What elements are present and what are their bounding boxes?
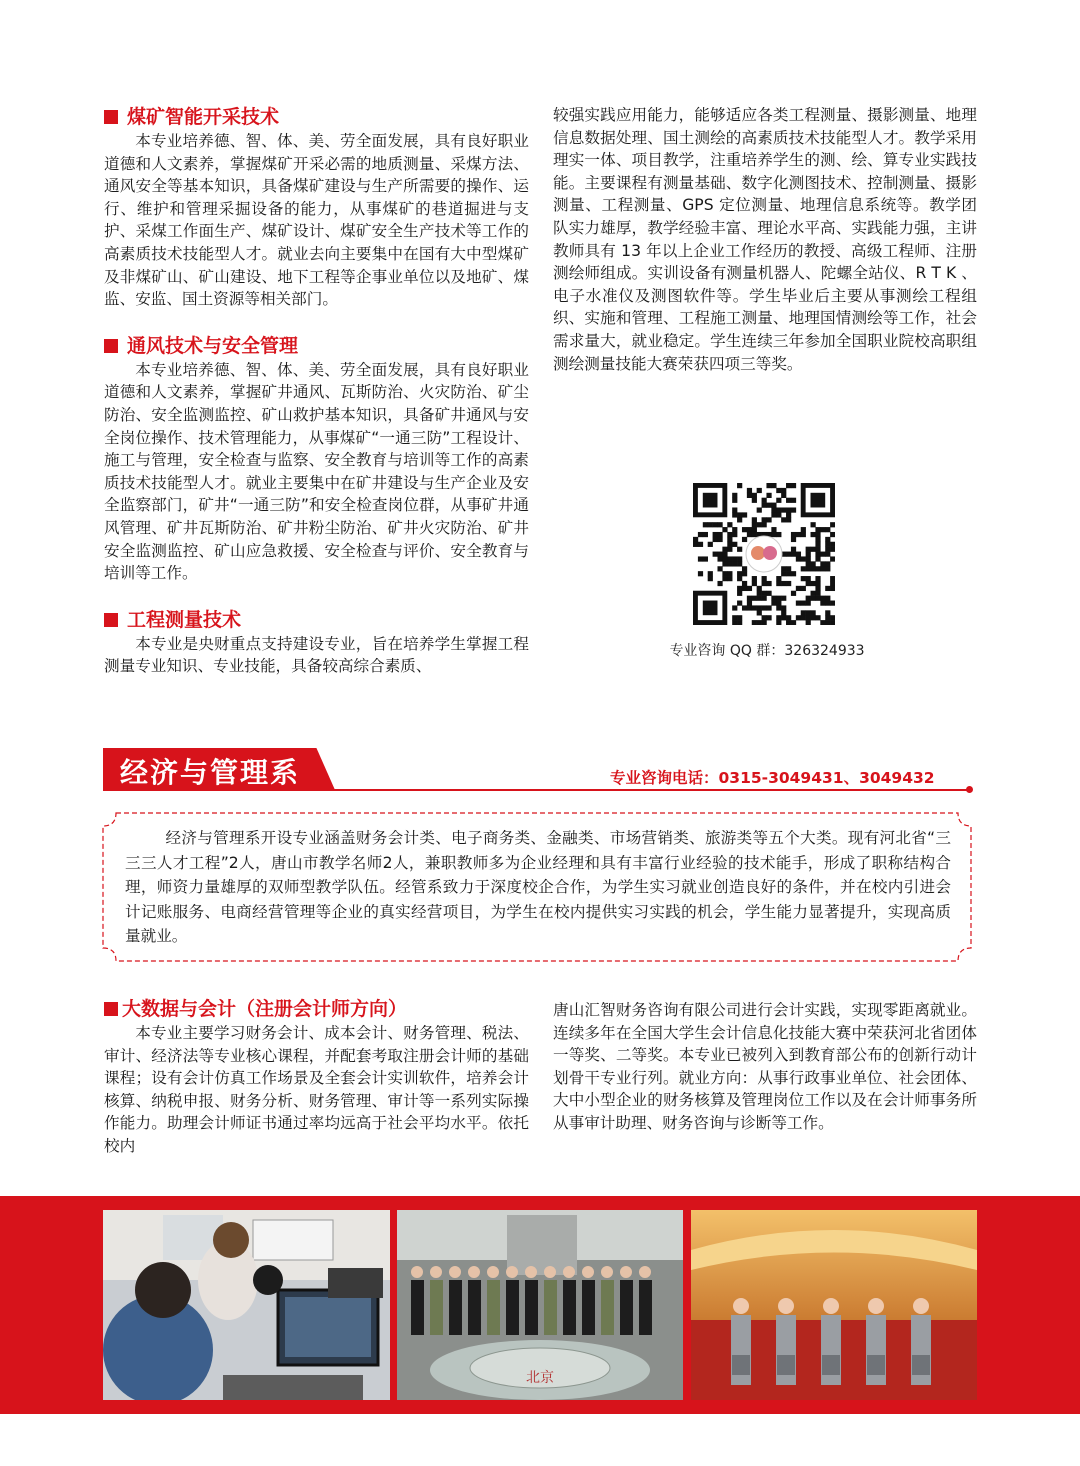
section-body: 本专业是央财重点支持建设专业，旨在培养学生掌握工程测量专业知识、专业技能，具备较高综合素质、 [104,634,529,676]
section-accounting [104,996,529,1158]
section-title: 煤矿智能开采技术 [104,104,529,130]
hotel-staff-photo [397,1210,683,1400]
department-phone: 专业咨询电话：0315-3049431、3049432 [610,769,935,787]
section-title: 通风技术与安全管理 [104,333,529,359]
square-bullet-icon [104,110,118,124]
accounting-continued-column [553,999,977,1135]
hotel-sign-text: 北京 [526,1370,554,1386]
section-body: 本专业培养德、智、体、美、劳全面发展，具有良好职业道德和人文素养，掌握矿井通风、瓦斯防治、火灾防治、矿尘防治、安全监测监控、矿山救护基本知识，具备矿井通风与安全岗位操作、技术管理能力，从事煤矿“一通三防”工程设计、施工与管理，安全检查与监察、安全教育与培训等工作的高素质技术技能型人才。就业主要集中在矿井建设与生产企业及安全监察部门，矿井“一通三防”和安全检查岗位群，从事矿井通风管理、矿井瓦斯防治、矿井粉尘防治、矿井火灾防治、矿井安全监测监控、矿山应急救援、安全检查与评价、安全教育与培训等工作。 [104,360,529,583]
theater-hall-photo [691,1210,977,1400]
department-title: 经济与管理系 [120,756,301,789]
computer-lab-photo [103,1210,390,1400]
department-intro-box [102,812,972,962]
section-title: 大数据与会计（注册会计师方向） [104,996,529,1022]
qr-caption: 专业咨询 QQ 群：326324933 [669,643,865,659]
right-column [553,104,977,375]
section-ventilation [104,333,529,585]
department-intro: 经济与管理系开设专业涵盖财务会计类、电子商务类、金融类、市场营销类、旅游类等五个大类。现有河北省“三三三人才工程”2人，唐山市教学名师2人，兼职教师多为企业经理和具有丰富行业经验的技术能手，形成了职称结构合理，师资力量雄厚的双师型教学队伍。经管系致力于深度校企合作，为学生实习就业创造良好的条件，并在校内引进会计记账服务、电商经营管理等企业的真实经营项目，为学生在校内提供实习实践的机会，学生能力显著提升，实现高质量就业。 [125,829,951,945]
square-bullet-icon [104,1002,118,1016]
left-column [104,104,529,692]
square-bullet-icon [104,613,118,627]
section-body: 本专业培养德、智、体、美、劳全面发展，具有良好职业道德和人文素养，掌握煤矿开采必需的地质测量、采煤方法、通风安全等基本知识，具备煤矿建设与生产所需要的操作、运行、维护和管理采掘设备的能力，从事煤矿的巷道掘进与支护、采煤工作面生产、煤矿设计、煤矿安全生产技术等工作的高素质技术技能型人才。就业去向主要集中在国有大中型煤矿及非煤矿山、矿山建设、地下工程等企事业单位以及地矿、煤监、安监、国土资源等相关部门。 [104,132,529,309]
surveying-continued: 较强实践应用能力，能够适应各类工程测量、摄影测量、地理信息数据处理、国土测绘的高素质技术技能型人才。教学采用理实一体、项目教学，注重培养学生的测、绘、算专业实践技能。主要课程有测量基础、数字化测图技术、控制测量、摄影测量、工程测量、GPS 定位测量、地理信息系统等。教学团队实力雄厚，教学经验丰富、理论水平高、实践能力强，主讲教师具有 13 年以上企业工作经历的教授、高级工程师、注册测绘师组成。实训设备有测量机器人、陀螺全站仪、R T K 、电子水准仪及测图软件等。学生毕业后主要从事测绘工程组织、实施和管理、工程施工测量、地理国情测绘等工作，社会需求量大，就业稳定。学生连续三年参加全国职业院校高职组测绘测量技能大赛荣获四项三等奖。 [553,106,977,373]
accounting-continued: 唐山汇智财务咨询有限公司进行会计实践，实现零距离就业。连续多年在全国大学生会计信息化技能大赛中荣获河北省团体一等奖、二等奖。本专业已被列入到教育部公布的创新行动计划骨干专业行列。就业方向：从事行政事业单位、社会团体、大中小型企业的财务核算及管理岗位工作以及在会计师事务所从事审计助理、财务咨询与诊断等工作。 [553,1001,977,1132]
square-bullet-icon [104,339,118,353]
divider-dot-icon [966,786,973,793]
divider-line [103,789,970,791]
section-surveying [104,607,529,678]
qr-code-icon [693,483,835,625]
section-body: 本专业主要学习财务会计、成本会计、财务管理、税法、审计、经济法等专业核心课程，并配套考取注册会计师的基础课程；设有会计仿真工作场景及全套会计实训软件，培养会计核算、纳税申报、财务分析、财务管理、审计等一系列实际操作能力。助理会计师证书通过率均远高于社会平均水平。依托校内 [104,1024,529,1155]
section-title: 工程测量技术 [104,607,529,633]
section-coal-mining [104,104,529,311]
